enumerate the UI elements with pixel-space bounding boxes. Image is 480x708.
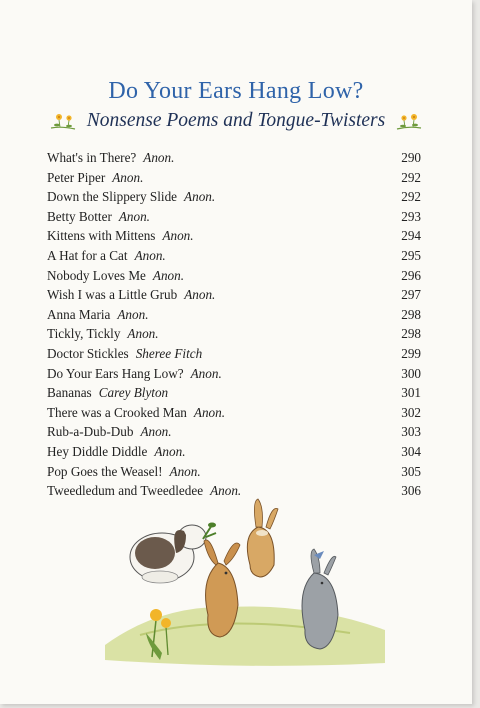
poem-author: Anon.: [112, 169, 144, 185]
page-number: 298: [401, 326, 421, 342]
poem-author: Anon.: [162, 228, 194, 244]
toc-entry: [47, 209, 421, 229]
toc-entry: [47, 464, 421, 484]
poem-title: Doctor Stickles: [47, 345, 129, 361]
page-number: 303: [401, 424, 421, 440]
toc-entry-text: [47, 346, 202, 362]
toc-entry: [47, 287, 421, 307]
poem-title: Kittens with Mittens: [47, 228, 156, 244]
poem-title: Pop Goes the Weasel!: [47, 463, 163, 479]
toc-entry: [47, 170, 421, 190]
subtitle-row: [0, 110, 472, 132]
toc-entry-text: [47, 150, 174, 166]
toc-entry-text: [47, 170, 143, 186]
toc-entry: [47, 346, 421, 366]
poem-author: Sheree Fitch: [135, 345, 203, 361]
page-number: 301: [401, 385, 421, 401]
toc-entry-text: [47, 248, 166, 264]
poem-title: Hey Diddle Diddle: [47, 443, 148, 459]
poem-title: Tickly, Tickly: [47, 326, 121, 342]
sitting-rabbit: [247, 499, 278, 577]
page-number: 290: [401, 150, 421, 165]
page-number: 299: [401, 345, 421, 361]
flower-sprig-icon: [393, 110, 423, 132]
poem-author: Anon.: [210, 483, 242, 499]
poem-author: Anon.: [127, 326, 159, 342]
page-number: 295: [401, 247, 421, 263]
poem-author: Anon.: [117, 306, 149, 322]
page-number: 296: [401, 267, 421, 283]
page-number: 292: [401, 169, 421, 185]
page-number: 294: [401, 228, 421, 244]
poem-author: Anon.: [169, 463, 201, 479]
poem-title: Nobody Loves Me: [47, 267, 146, 283]
toc-entry-text: [47, 405, 225, 421]
toc-entry-text: [47, 385, 168, 401]
page-number: 304: [401, 443, 421, 459]
poem-author: Anon.: [184, 189, 216, 205]
poem-author: Anon.: [118, 208, 150, 224]
lop-rabbit: [130, 523, 216, 584]
toc-entry-text: [47, 189, 215, 205]
poem-author: Carey Blyton: [98, 385, 169, 401]
toc-entry-text: [47, 464, 201, 480]
rabbits-illustration: [100, 495, 390, 670]
toc-entry-text: [47, 228, 194, 244]
toc-entry: [47, 228, 421, 248]
poem-title: Down the Slippery Slide: [47, 189, 178, 205]
poem-title: Wish I was a Little Grub: [47, 287, 178, 303]
toc-entry: [47, 405, 421, 425]
poem-title: What's in There?: [47, 150, 137, 165]
page-number: 302: [401, 404, 421, 420]
toc-entry-text: [47, 326, 159, 342]
toc-entry-text: [47, 268, 184, 284]
poem-author: Anon.: [190, 365, 222, 381]
toc-entry-text: [47, 287, 215, 303]
toc-entry-text: [47, 424, 172, 440]
section-subtitle: Nonsense Poems and Tongue-Twisters: [86, 110, 386, 131]
page-number: 300: [401, 365, 421, 381]
toc-entry: [47, 424, 421, 444]
poem-title: Tweedledum and Tweedledee: [47, 483, 204, 499]
poem-author: Anon.: [184, 287, 216, 303]
poem-author: Anon.: [134, 247, 166, 263]
poem-title: A Hat for a Cat: [47, 247, 128, 263]
poem-title: Peter Piper: [47, 169, 106, 185]
table-of-contents: [47, 150, 421, 503]
toc-entry: [47, 326, 421, 346]
toc-entry: [47, 150, 421, 170]
page-number: 293: [401, 208, 421, 224]
flower-sprig-icon: [49, 110, 79, 132]
page-number: 297: [401, 287, 421, 303]
grey-rabbit: [302, 549, 338, 649]
poem-author: Anon.: [193, 404, 226, 420]
toc-entry-text: [47, 366, 222, 382]
poem-title: Rub-a-Dub-Dub: [47, 424, 134, 440]
toc-entry-text: [47, 209, 150, 225]
toc-entry: [47, 366, 421, 386]
toc-entry: [47, 248, 421, 268]
toc-entry-text: [47, 307, 149, 323]
poem-title: There was a Crooked Man: [47, 404, 187, 420]
poem-title: Do Your Ears Hang Low?: [47, 365, 184, 381]
poem-author: Anon.: [152, 267, 185, 283]
toc-entry: [47, 444, 421, 464]
page-number: 292: [401, 189, 421, 205]
section-title: Do Your Ears Hang Low?: [108, 78, 364, 104]
page-number: 305: [401, 463, 421, 479]
page-number: 306: [401, 483, 421, 499]
poem-title: Bananas: [47, 385, 92, 401]
toc-entry-text: [47, 444, 186, 460]
poem-author: Anon.: [140, 424, 172, 440]
poem-author: Anon.: [143, 150, 175, 165]
poem-author: Anon.: [154, 443, 186, 459]
toc-entry: [47, 189, 421, 209]
toc-entry: [47, 307, 421, 327]
page-number: 298: [401, 306, 421, 322]
toc-entry: [47, 268, 421, 288]
poem-title: Anna Maria: [47, 306, 111, 322]
poem-title: Betty Botter: [47, 208, 112, 224]
toc-entry: [47, 385, 421, 405]
